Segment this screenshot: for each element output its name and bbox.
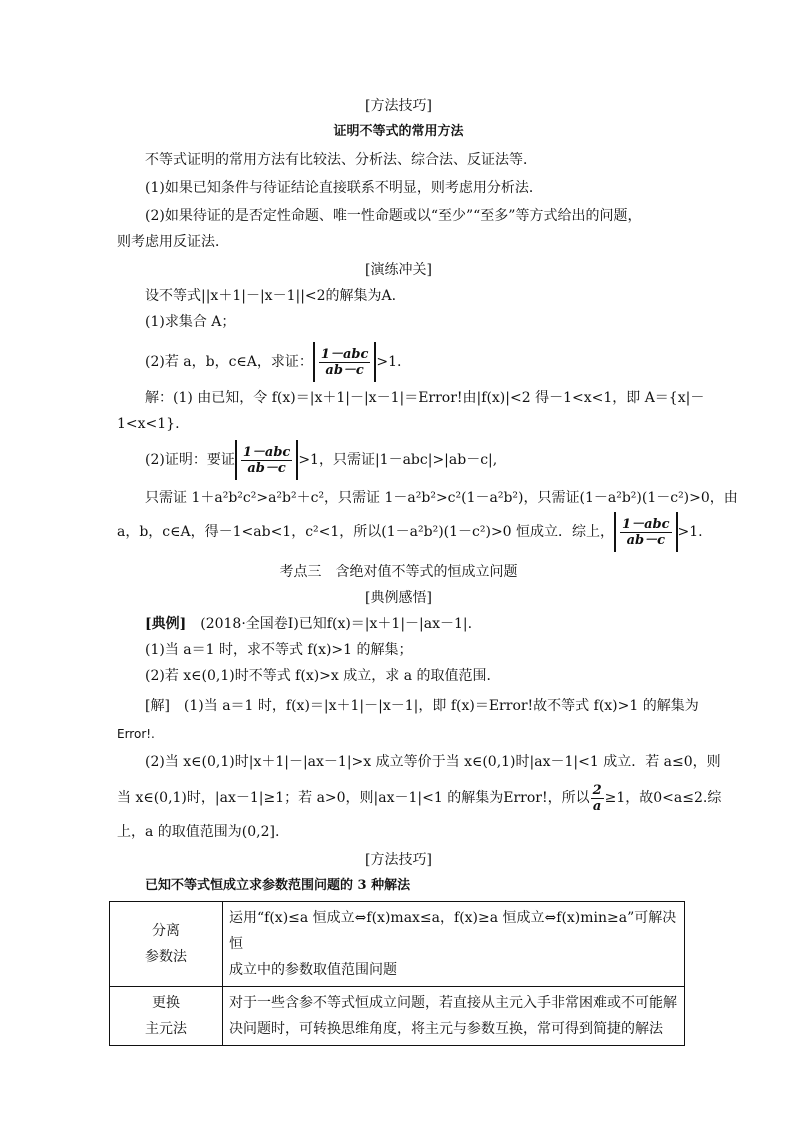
proof-line: 只需证 1＋a²b²c²>a²b²＋c²，只需证 1－a²b²>c²(1－a²b²)，只需证(1－a²b²)(1－c²)>0，由 xyxy=(145,490,738,506)
method-description: 运用“f(x)≤a 恒成立⇔f(x)max≤a，f(x)≥a 恒成立⇔f(x)min≥a”可解决恒 xyxy=(229,910,677,952)
fraction-denominator: ab－c xyxy=(325,362,364,378)
method-name: 分离 xyxy=(152,923,180,939)
method-description: 成立中的参数取值范围问题 xyxy=(229,962,397,978)
fraction-denominator: ab－c xyxy=(626,532,665,548)
method-name-cell xyxy=(110,987,223,1046)
proof-line xyxy=(117,512,703,552)
proof-text: (2)证明：要证 xyxy=(145,452,235,468)
proof-text: a，b，c∈A，得－1<ab<1，c²<1，所以(1－a²b²)(1－c²)>0 恒成立．综上， xyxy=(117,524,615,540)
answer-line: (2)当 x∈(0,1)时|x＋1|－|ax－1|>x 成立等价于当 x∈(0,1)时|ax－1|<1 成立．若 a≤0，则 xyxy=(145,754,721,770)
methods-table xyxy=(109,901,685,1046)
proof-line xyxy=(145,440,497,480)
answer-text: 当 x∈(0,1)时，|ax－1|≥1；若 a>0，则|ax－1|<1 的解集为Error!，所以 xyxy=(117,790,590,806)
section-subheading: 已知不等式恒成立求参数范围问题的 3 种解法 xyxy=(145,878,411,893)
fraction xyxy=(591,783,604,814)
paragraph: (1)如果已知条件与待证结论直接联系不明显，则考虑用分析法． xyxy=(145,180,543,196)
answer-line: [解] (1)当 a＝1 时，f(x)＝|x＋1|－|x－1|，即 f(x)＝Error!故不等式 f(x)>1 的解集为 xyxy=(145,698,699,714)
method-description-cell xyxy=(223,902,685,987)
example-line xyxy=(145,614,472,634)
section-heading-methods-2: [方法技巧] xyxy=(365,852,432,868)
section-heading-practice: [演练冲关] xyxy=(365,262,432,278)
method-description: 决问题时，可转换思维角度，将主元与参数互换，常可得到简捷的解法 xyxy=(229,1021,663,1037)
example-label: [典例] xyxy=(145,616,187,632)
answer-line: Error!. xyxy=(117,727,155,741)
method-description-cell xyxy=(223,987,685,1046)
solution-line: 1<x<1}. xyxy=(117,416,180,432)
example-source: (2018·全国卷Ⅰ) xyxy=(200,616,299,632)
table-row xyxy=(110,902,685,987)
example-text: 已知f(x)＝|x＋1|－|ax－1|. xyxy=(298,616,473,632)
answer-line: 上，a 的取值范围为(0,2]. xyxy=(117,824,280,840)
answer-text: ≥1，故0<a≤2.综 xyxy=(604,790,722,806)
answer-line xyxy=(117,778,721,818)
example-part-2: (2)若 x∈(0,1)时不等式 f(x)>x 成立，求 a 的取值范围． xyxy=(145,668,501,684)
question-part-2-text: (2)若 a，b，c∈A，求证： xyxy=(145,354,313,370)
abs-fraction xyxy=(313,342,376,382)
table-row xyxy=(110,987,685,1046)
proof-text: >1. xyxy=(677,524,703,540)
question-part-1: (1)求集合 A； xyxy=(145,314,236,330)
solution-line: 解：(1) 由已知，令 f(x)＝|x＋1|－|x－1|＝Error!由|f(x)|<2 得－1<x<1，即 A＝{x|－ xyxy=(145,390,705,406)
question-part-2 xyxy=(145,342,401,382)
fraction-numerator: 1－abc xyxy=(622,516,670,532)
fraction-numerator: 1－abc xyxy=(320,346,369,362)
fraction-numerator: 1－abc xyxy=(242,444,291,460)
inequality-text: >1. xyxy=(376,354,402,370)
proof-text: >1，只需证|1－abc|>|ab－c|, xyxy=(298,452,498,468)
method-description: 对于一些含参不等式恒成立问题，若直接从主元入手非常困难或不可能解 xyxy=(229,995,677,1011)
paragraph: (2)如果待证的是否定性命题、唯一性命题或以“至少”“至多”等方式给出的问题， xyxy=(145,208,642,224)
abs-fraction xyxy=(235,440,298,480)
section-subheading: 证明不等式的常用方法 xyxy=(333,124,464,139)
question-text: 设不等式||x＋1|－|x－1||<2的解集为A. xyxy=(145,288,397,304)
fraction-denominator: a xyxy=(592,798,602,814)
paragraph: 不等式证明的常用方法有比较法、分析法、综合法、反证法等． xyxy=(145,152,537,168)
method-name: 参数法 xyxy=(145,949,187,965)
topic-title: 考点三 含绝对值不等式的恒成立问题 xyxy=(279,564,518,580)
abs-fraction xyxy=(614,512,677,552)
section-heading-example: [典例感悟] xyxy=(365,590,432,606)
fraction-numerator: 2 xyxy=(592,782,602,798)
paragraph: 则考虑用反证法． xyxy=(117,234,229,250)
section-heading-methods: [方法技巧] xyxy=(365,98,432,114)
fraction-denominator: ab－c xyxy=(247,460,286,476)
example-part-1: (1)当 a＝1 时，求不等式 f(x)>1 的解集； xyxy=(145,642,413,658)
method-name-cell xyxy=(110,902,223,987)
method-name: 更换 xyxy=(152,995,180,1011)
method-name: 主元法 xyxy=(145,1021,187,1037)
